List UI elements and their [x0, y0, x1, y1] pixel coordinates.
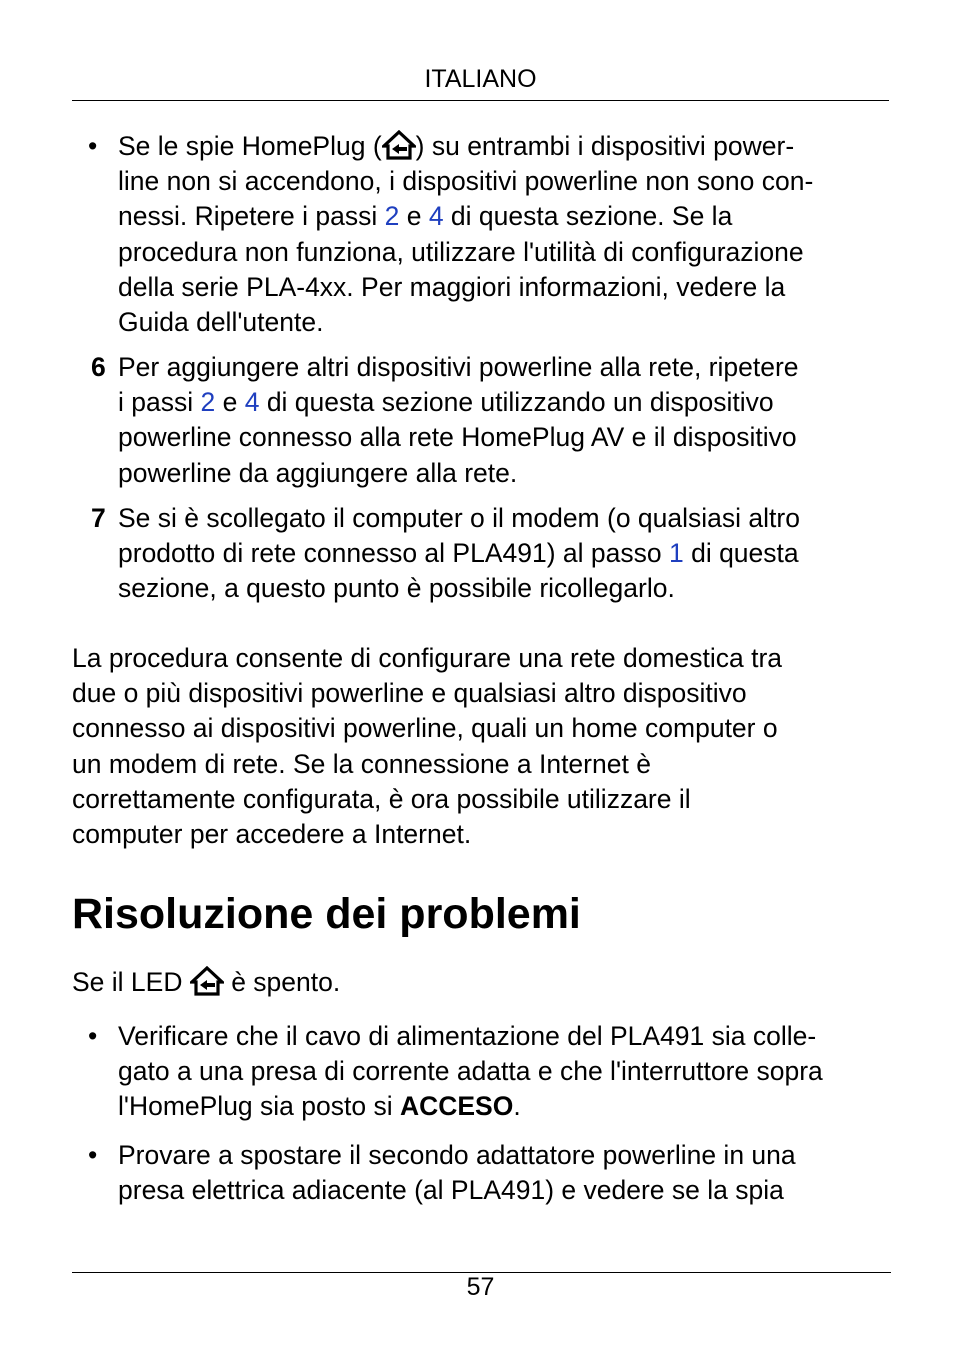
text-line: connesso ai dispositivi powerline, quali un home computer o — [72, 713, 778, 744]
text-line: procedura non funziona, utilizzare l'utilità di configurazione — [118, 236, 804, 267]
text-line: computer per accedere a Internet. — [72, 819, 472, 850]
text-line: gato a una presa di corrente adatta e che l'interruttore sopra — [118, 1056, 823, 1087]
step-number: 7 — [91, 503, 106, 533]
text-line: della serie PLA-4xx. Per maggiori informazioni, vedere la — [118, 271, 786, 302]
list-item-check-power-cable — [88, 1019, 823, 1125]
step-link-2[interactable]: 2 — [384, 201, 400, 232]
text-line: presa elettrica adiacente (al PLA491) e vedere se la spia — [118, 1175, 784, 1206]
text-line: correttamente configurata, è ora possibile utilizzare il — [72, 783, 691, 814]
step-link-4[interactable]: 4 — [428, 201, 444, 232]
text-line: nessi. Ripetere i passi 2 e 4 di questa sezione. Se la — [118, 201, 733, 232]
list-item-move-adapter — [88, 1138, 796, 1208]
bullet-marker: • — [88, 1021, 98, 1051]
section-heading: Risoluzione dei problemi — [72, 890, 581, 938]
homeplug-house-icon — [382, 130, 416, 160]
step-number: 6 — [91, 352, 106, 382]
text-line: Per aggiungere altri dispositivi powerline alla rete, ripetere — [118, 352, 799, 382]
emphasis-acceso: ACCESO — [399, 1091, 514, 1122]
text-line: l'HomePlug sia posto si ACCESO. — [118, 1091, 521, 1122]
page-header-title: ITALIANO — [424, 65, 537, 93]
text-line: i passi 2 e 4 di questa sezione utilizzando un dispositivo — [118, 387, 774, 418]
text-line: Provare a spostare il secondo adattatore powerline in una — [118, 1140, 796, 1170]
led-off-line — [72, 965, 340, 1000]
summary-paragraph — [72, 641, 782, 852]
text-line: sezione, a questo punto è possibile ricollegarlo. — [118, 573, 675, 604]
text-line: line non si accendono, i dispositivi powerline non sono con- — [118, 166, 814, 197]
step-link-4[interactable]: 4 — [244, 387, 260, 418]
text-line: Verificare che il cavo di alimentazione del PLA491 sia colle- — [118, 1021, 817, 1051]
header-divider — [72, 100, 889, 101]
step-link-1[interactable]: 1 — [668, 538, 684, 569]
list-item-step-7 — [91, 501, 800, 607]
homeplug-house-icon — [190, 966, 224, 996]
list-item-step-6 — [91, 350, 799, 491]
text-line: Se si è scollegato il computer o il modem (o qualsiasi altro — [118, 503, 800, 533]
text-line: Se il LED è spento. — [72, 967, 341, 997]
bullet-marker: • — [88, 1140, 98, 1170]
bullet-marker: • — [88, 131, 98, 161]
step-link-2[interactable]: 2 — [200, 387, 216, 418]
text-line: un modem di rete. Se la connessione a Internet è — [72, 748, 651, 779]
text-line: powerline connesso alla rete HomePlug AV e il dispositivo — [118, 422, 797, 453]
list-item-homeplug-lights — [88, 129, 814, 340]
text-line: La procedura consente di configurare una rete domestica tra — [72, 643, 783, 673]
text-line: due o più dispositivi powerline e qualsiasi altro dispositivo — [72, 678, 747, 709]
text-line: prodotto di rete connesso al PLA491) al passo 1 di questa — [118, 538, 799, 569]
text-line: Se le spie HomePlug ( ) su entrambi i dispositivi power- — [118, 131, 795, 161]
page-number: 57 — [466, 1273, 495, 1301]
text-line: Guida dell'utente. — [118, 307, 324, 338]
text-line: powerline da aggiungere alla rete. — [118, 457, 518, 488]
